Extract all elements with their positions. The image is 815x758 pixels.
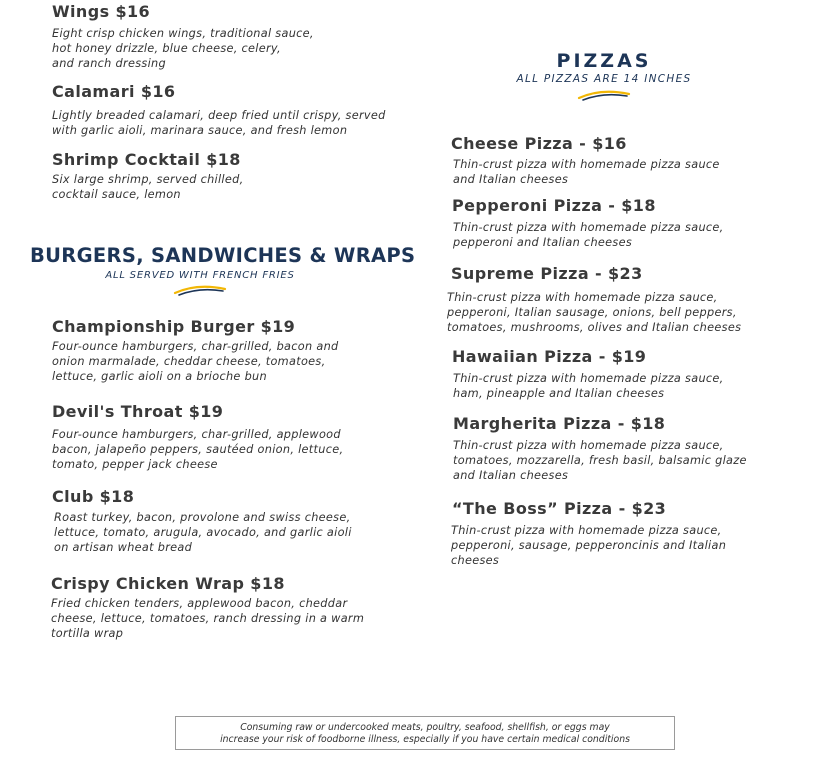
- item-name: Margherita Pizza - $18: [453, 414, 666, 433]
- menu-item-wings: [52, 2, 314, 71]
- item-desc-line: hot honey drizzle, blue cheese, celery,: [52, 42, 281, 55]
- item-desc-line: Thin-crust pizza with homemade pizza sauce,: [453, 372, 724, 385]
- section-title: PIZZAS: [556, 50, 652, 72]
- menu-item-pepperoni-pizza: [452, 196, 724, 250]
- item-name: “The Boss” Pizza - $23: [452, 499, 667, 518]
- burgers-section-header: [30, 244, 416, 296]
- item-desc-line: Four-ounce hamburgers, char-grilled, bacon and: [52, 340, 339, 353]
- food-safety-notice: [175, 716, 675, 750]
- item-name: Shrimp Cocktail $18: [52, 150, 241, 169]
- notice-line: Consuming raw or undercooked meats, poultry, seafood, shellfish, or eggs may: [240, 722, 610, 733]
- item-desc-line: and Italian cheeses: [453, 173, 569, 186]
- item-name: Supreme Pizza - $23: [451, 264, 643, 283]
- item-desc-line: pepperoni, Italian sausage, onions, bell peppers,: [447, 306, 737, 319]
- menu-item-supreme-pizza: [447, 264, 742, 335]
- wave-swoosh-icon: [173, 284, 227, 296]
- item-desc-line: tomatoes, mushrooms, olives and Italian cheeses: [447, 321, 742, 334]
- item-desc-line: tomato, pepper jack cheese: [52, 458, 218, 471]
- pizza-section-header: [448, 50, 760, 101]
- item-name: Pepperoni Pizza - $18: [452, 196, 656, 215]
- notice-line: increase your risk of foodborne illness, especially if you have certain medical conditions: [220, 734, 630, 745]
- item-desc-line: Fried chicken tenders, applewood bacon, cheddar: [51, 597, 348, 610]
- item-desc-line: ham, pineapple and Italian cheeses: [453, 387, 665, 400]
- item-desc-line: Thin-crust pizza with homemade pizza sauce,: [447, 291, 718, 304]
- item-name: Devil's Throat $19: [52, 402, 224, 421]
- item-desc-line: Thin-crust pizza with homemade pizza sauce,: [453, 221, 724, 234]
- item-name: Championship Burger $19: [52, 317, 296, 336]
- item-desc-line: cheese, lettuce, tomatoes, ranch dressing in a warm: [51, 612, 365, 625]
- item-desc-line: Thin-crust pizza with homemade pizza sauce,: [451, 524, 722, 537]
- item-name: Hawaiian Pizza - $19: [452, 347, 647, 366]
- item-desc-line: Eight crisp chicken wings, traditional sauce,: [52, 27, 314, 40]
- item-desc-line: Roast turkey, bacon, provolone and swiss cheese,: [54, 511, 351, 524]
- menu-item-the-boss-pizza: [452, 499, 726, 568]
- item-desc-line: bacon, jalapeño peppers, sautéed onion, lettuce,: [52, 443, 344, 456]
- menu-item-margherita-pizza: [453, 414, 747, 483]
- wave-swoosh-icon: [577, 89, 631, 101]
- item-name: Wings $16: [52, 2, 151, 21]
- item-desc-line: and ranch dressing: [52, 57, 166, 70]
- item-desc-line: pepperoni and Italian cheeses: [453, 236, 633, 249]
- item-desc-line: cheeses: [451, 554, 500, 567]
- item-desc-line: with garlic aioli, marinara sauce, and fresh lemon: [52, 124, 348, 137]
- item-desc-line: tortilla wrap: [51, 627, 124, 640]
- menu-item-club: [52, 487, 352, 555]
- menu-item-crispy-chicken-wrap: [51, 574, 364, 641]
- menu-item-hawaiian-pizza: [452, 347, 724, 401]
- section-title: BURGERS, SANDWICHES & WRAPS: [30, 244, 416, 267]
- item-desc-line: lettuce, tomato, arugula, avocado, and garlic aioli: [54, 526, 352, 539]
- item-desc-line: lettuce, garlic aioli on a brioche bun: [52, 370, 267, 383]
- item-desc-line: on artisan wheat bread: [54, 541, 193, 554]
- item-desc-line: pepperoni, sausage, pepperoncinis and Italian: [451, 539, 727, 552]
- item-name: Crispy Chicken Wrap $18: [51, 574, 285, 593]
- menu-item-calamari: [52, 82, 386, 138]
- item-desc-line: Six large shrimp, served chilled,: [52, 173, 244, 186]
- item-name: Club $18: [52, 487, 135, 506]
- item-desc-line: onion marmalade, cheddar cheese, tomatoes,: [52, 355, 326, 368]
- item-desc-line: Lightly breaded calamari, deep fried until crispy, served: [52, 109, 386, 122]
- menu-item-devils-throat: [52, 402, 343, 472]
- item-desc-line: tomatoes, mozzarella, fresh basil, balsamic glaze: [453, 454, 747, 467]
- item-desc-line: Thin-crust pizza with homemade pizza sauce,: [453, 439, 724, 452]
- menu-item-cheese-pizza: [451, 134, 720, 187]
- cutoff-text-fragment: [455, 0, 755, 4]
- item-desc-line: and Italian cheeses: [453, 469, 569, 482]
- menu-item-championship-burger: [52, 317, 339, 384]
- item-desc-line: Four-ounce hamburgers, char-grilled, applewood: [52, 428, 341, 441]
- section-subtitle: ALL PIZZAS ARE 14 INCHES: [516, 73, 692, 85]
- item-name: Calamari $16: [52, 82, 176, 101]
- item-name: Cheese Pizza - $16: [451, 134, 627, 153]
- item-desc-line: cocktail sauce, lemon: [52, 188, 181, 201]
- section-subtitle: ALL SERVED WITH FRENCH FRIES: [105, 270, 295, 281]
- item-desc-line: Thin-crust pizza with homemade pizza sauce: [453, 158, 720, 171]
- menu-item-shrimp-cocktail: [52, 150, 243, 202]
